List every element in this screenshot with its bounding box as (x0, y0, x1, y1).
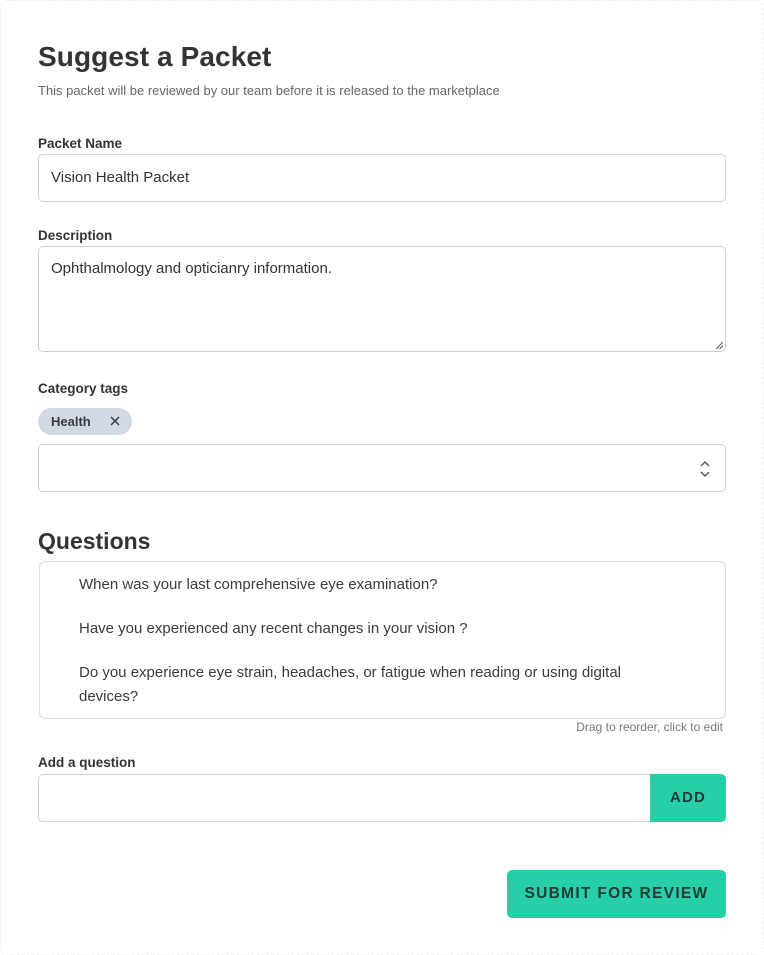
tag-chip-health (38, 408, 132, 435)
category-tags-label: Category tags (38, 381, 129, 396)
close-icon[interactable] (109, 415, 121, 427)
questions-title: Questions (38, 528, 151, 554)
page-subtitle: This packet will be reviewed by our team before it is released to the marketplace (38, 83, 500, 98)
chevron-up-down-icon (699, 459, 711, 479)
question-item[interactable]: When was your last comprehensive eye examination? (79, 576, 438, 593)
reorder-hint: Drag to reorder, click to edit (576, 720, 723, 734)
description-label: Description (38, 228, 113, 243)
add-question-input[interactable] (38, 774, 651, 822)
resize-handle-icon[interactable] (715, 341, 723, 349)
category-tags-select[interactable] (38, 444, 726, 492)
question-item[interactable]: Do you experience eye strain, headaches, or fatigue when reading or using digital devices? (79, 664, 622, 705)
question-item[interactable]: Have you experienced any recent changes in your vision ? (79, 620, 468, 637)
add-question-label: Add a question (38, 755, 136, 770)
submit-for-review-button[interactable]: SUBMIT FOR REVIEW (507, 870, 726, 918)
tag-label: Health (51, 414, 91, 429)
add-question-button[interactable]: ADD (650, 774, 726, 822)
page-title: Suggest a Packet (38, 41, 272, 72)
packet-name-label: Packet Name (38, 136, 123, 151)
questions-list (39, 561, 726, 719)
packet-name-input[interactable]: Vision Health Packet (38, 154, 726, 202)
description-text: Ophthalmology and opticianry information. (51, 260, 332, 277)
description-textarea[interactable] (38, 246, 726, 352)
